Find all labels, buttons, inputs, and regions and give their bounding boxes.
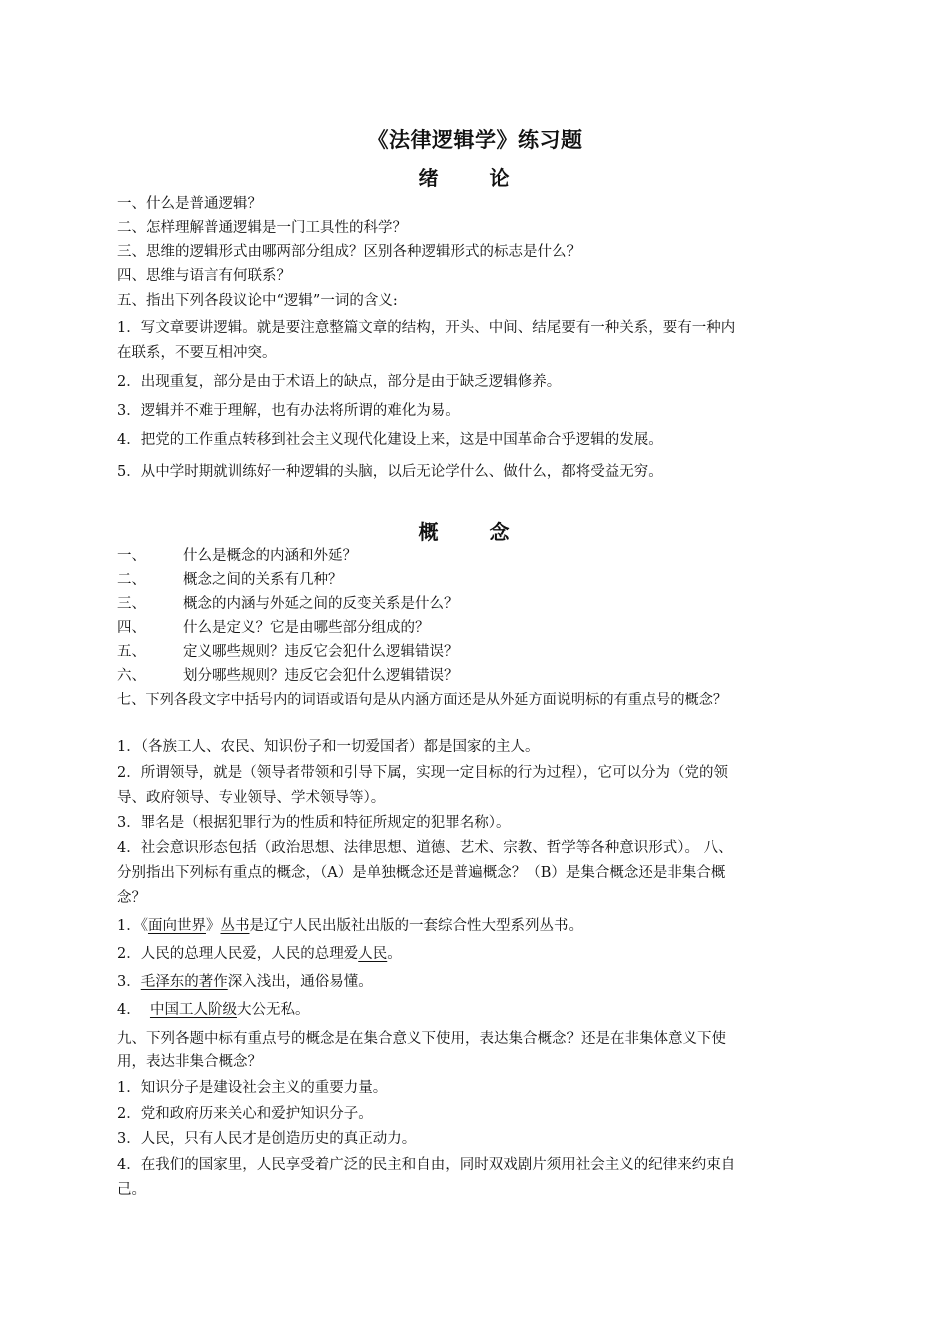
q5-item: 2．出现重复，部分是由于术语上的缺点，部分是由于缺乏逻辑修养。 <box>117 374 562 390</box>
concept-question <box>117 666 459 686</box>
item-prefix: 2．人民的总理人民爱，人民的总理爱 <box>117 946 359 962</box>
question-text: 什么是定义？它是由哪些部分组成的？ <box>183 620 430 636</box>
question-number: 一、 <box>117 548 146 564</box>
q8-prompt: 念？ <box>117 890 146 906</box>
item-prefix: 4． <box>117 1002 150 1018</box>
q9-item: 3．人民，只有人民才是创造历史的真正动力。 <box>117 1131 417 1147</box>
q5-item: 在联系，不要互相冲突。 <box>117 345 277 361</box>
intro-question: 五、指出下列各段议论中“逻辑”一词的含义: <box>117 293 398 309</box>
q9-item: 1．知识分子是建设社会主义的重要力量。 <box>117 1080 388 1096</box>
section-heading-concept: 概 念 <box>418 520 532 544</box>
q9-prompt: 用，表达非集合概念？ <box>117 1054 262 1070</box>
question-text: 概念之间的关系有几种？ <box>183 572 343 588</box>
q7-item: 1．（各族工人、农民、知识份子和一切爱国者）都是国家的主人。 <box>117 739 540 755</box>
q8-item <box>117 972 373 992</box>
intro-question: 二、怎样理解普通逻辑是一门工具性的科学？ <box>117 220 407 236</box>
concept-question <box>117 546 357 566</box>
item-prefix: 1．《 <box>117 918 148 934</box>
q5-item: 5．从中学时期就训练好一种逻辑的头脑，以后无论学什么、做什么，都将受益无穷。 <box>117 464 663 480</box>
q9-prompt: 九、下列各题中标有重点号的概念是在集合意义下使用，表达集合概念？还是在非集体意义下使 <box>117 1031 726 1047</box>
intro-question: 四、思维与语言有何联系？ <box>117 268 291 284</box>
concept-question <box>117 618 430 638</box>
document-title: 《法律逻辑学》练习题 <box>367 128 583 152</box>
emphasized-concept: 丛书 <box>220 918 250 934</box>
item-text: 大公无私。 <box>236 1002 310 1018</box>
concept-question <box>117 642 459 662</box>
q9-item: 2．党和政府历来关心和爱护知识分子。 <box>117 1106 373 1122</box>
item-text: 。 <box>387 946 402 962</box>
question-number: 三、 <box>117 596 146 612</box>
q8-item <box>117 944 402 964</box>
q5-item: 1．写文章要讲逻辑。就是要注意整篇文章的结构，开头、中间、结尾要有一种关系，要有一种内 <box>117 320 736 336</box>
question-text: 划分哪些规则？违反它会犯什么逻辑错误？ <box>183 668 459 684</box>
question-text: 概念的内涵与外延之间的反变关系是什么？ <box>183 596 459 612</box>
intro-question: 三、思维的逻辑形式由哪两部分组成？区别各种逻辑形式的标志是什么？ <box>117 244 581 260</box>
item-prefix: 3． <box>117 974 141 990</box>
concept-question <box>117 594 459 614</box>
question-text: 定义哪些规则？违反它会犯什么逻辑错误？ <box>183 644 459 660</box>
question-text: 什么是概念的内涵和外延？ <box>183 548 357 564</box>
question-number: 五、 <box>117 644 146 660</box>
emphasized-concept: 毛泽东的著作 <box>140 974 228 990</box>
emphasized-concept: 人民 <box>358 946 388 962</box>
item-text: 》 <box>205 918 221 934</box>
q8-prompt: 分别指出下列标有重点的概念，（A）是单独概念还是普遍概念？（B）是集合概念还是非集合概 <box>117 865 726 881</box>
intro-question: 一、什么是普通逻辑？ <box>117 196 262 212</box>
emphasized-concept: 面向世界 <box>147 918 206 934</box>
q9-item: 4．在我们的国家里，人民享受着广泛的民主和自由，同时双戏剧片须用社会主义的纪律来约束自 <box>117 1157 736 1173</box>
q8-item <box>117 916 583 936</box>
emphasized-concept: 中国工人阶级 <box>149 1002 237 1018</box>
q7-item: 3．罪名是（根据犯罪行为的性质和特征所规定的犯罪名称）。 <box>117 815 511 831</box>
section-heading-intro: 绪 论 <box>418 166 532 190</box>
question-number: 六、 <box>117 668 146 684</box>
q7-prompt: 七、下列各段文字中括号内的词语或语句是从内涵方面还是从外延方面说明标的有重点号的概念？ <box>117 692 728 708</box>
question-number: 四、 <box>117 620 146 636</box>
q7-item: 4．社会意识形态包括（政治思想、法律思想、道德、艺术、宗教、哲学等各种意识形式）。 八、 <box>117 840 733 856</box>
q5-item: 4．把党的工作重点转移到社会主义现代化建设上来，这是中国革命合乎逻辑的发展。 <box>117 432 663 448</box>
concept-question <box>117 570 343 590</box>
q5-item: 3．逻辑并不难于理解，也有办法将所谓的难化为易。 <box>117 403 460 419</box>
item-text: 深入浅出，通俗易懂。 <box>227 974 373 990</box>
q7-item: 2．所谓领导，就是（领导者带领和引导下属，实现一定目标的行为过程），它可以分为（党的领 <box>117 765 728 781</box>
q9-item: 己。 <box>117 1182 146 1198</box>
item-text: 是辽宁人民出版社出版的一套综合性大型系列丛书。 <box>249 918 583 934</box>
q8-item <box>117 1000 309 1020</box>
q7-item: 导、政府领导、专业领导、学术领导等）。 <box>117 790 386 806</box>
question-number: 二、 <box>117 572 146 588</box>
